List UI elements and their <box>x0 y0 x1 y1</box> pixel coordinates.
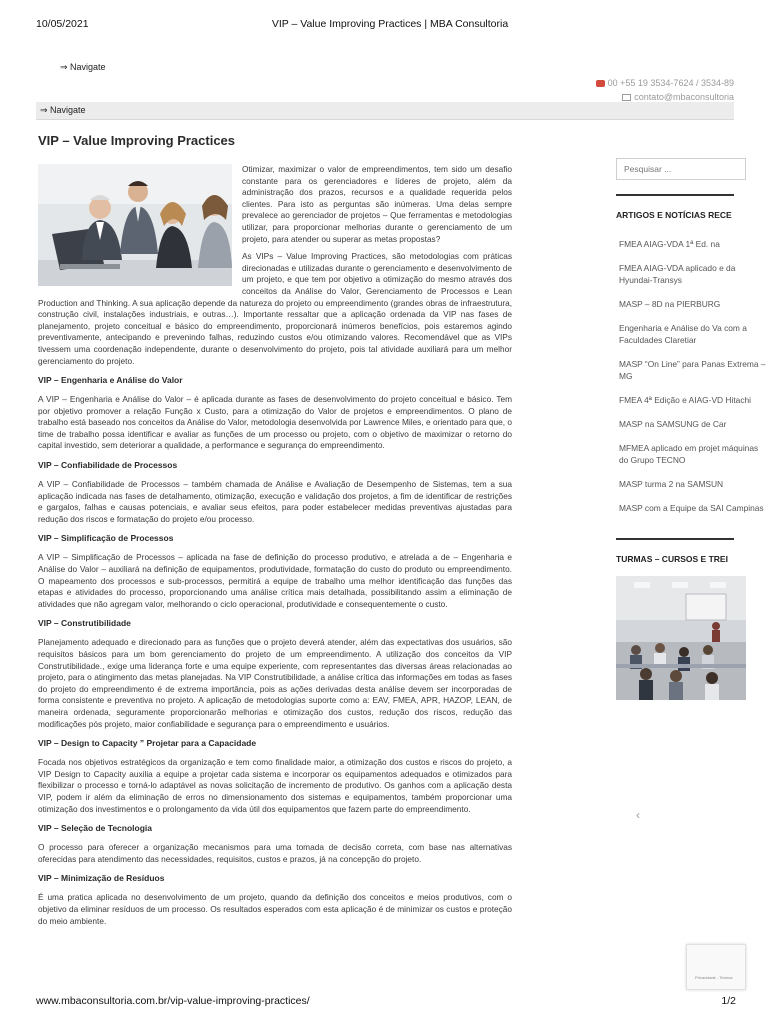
section-paragraph: A VIP – Simplificação de Processos – aplicada na fase de definição do processo produtivo, e atrelada a de – Engenharia e Análise do Valor – auxiliará na definição de equipamentos, produtividade, formatação do custo do produto ou empreendimento. O mapeamento dos processos e sub-processos, permitirá a equipe de trabalho uma melhor identificação das funções das etapas e atividades do processo, proporcionando uma análise crítica mais detalhada, possibilitando assim a eliminação de atividades que não agregam valor, melhorando o ciclo operacional, produtividade e consequentemente o custo. <box>38 552 512 609</box>
contact-info <box>596 76 734 104</box>
print-page-number: 1/2 <box>721 995 736 1007</box>
print-url: www.mbaconsultoria.com.br/vip-value-improving-practices/ <box>36 995 310 1007</box>
section-paragraph: Planejamento adequado e direcionado para as funções que o projeto deverá atender, além das expectativas dos usuários, são requisitos básicos para um bom gerenciamento do projeto de um empreendimento. A utilização dos conceitos da VIP Construtibilidade., exige uma liderança forte e uma equipe experiente, com representantes das diversas áreas relacionadas ao projeto, para o atingimento das metas planejadas. Na VIP Construtibilidade, a análise crítica das informações em todas as fases do projeto do empreendimento é de extrema importância, pois as ações derivadas desta análise devem ser incorporadas de forma consistente e preventiva no projeto. A aplicação de metodologias suporte como a: EAV, FMEA, APR, HAZOP, LEAN, de maneira ordenada, seguramente proporcionarão melhorias e otimização dos custos, redução dos riscos, redução das modificações pós projeto, maior confiabilidade e segurança para o empreendimento e usuários. <box>38 637 512 729</box>
article-link[interactable]: MASP – 8D na PIERBURG <box>619 299 721 309</box>
section-heading: VIP – Seleção de Tecnologia <box>38 823 153 834</box>
navigation-bar <box>36 102 734 120</box>
phone-icon <box>596 80 605 87</box>
section-paragraph: É uma pratica aplicada no desenvolvimento de um projeto, quando da definição dos conceitos e meios produtivos, com o objetivo da eliminar resíduos de um processo. Os resultados esperados com esta aplicação é de minimizar os custos e proteção do meio ambiente. <box>38 892 512 926</box>
section-heading: VIP – Simplificação de Processos <box>38 533 174 544</box>
articles-heading: ARTIGOS E NOTÍCIAS RECE <box>616 194 734 220</box>
search-input[interactable]: Pesquisar ... <box>616 158 746 180</box>
section-paragraph: Focada nos objetivos estratégicos da organização e tem como finalidade maior, a otimização dos custos e riscos do projeto, a VIP Design to Capacity auxilia a equipe a projetar cada sistema e incorporar os equipamentos adequados e otimizados para flexibilizar o processo e torná-lo adaptável as novas solicitação de incremento de produtivo. Os ganhos com a aplicação desta VIP, podem ir além da eliminação de erros no dimensionamento dos sistemas e equipamentos, também proporcionar uma otimização dos investimentos e o prolongamento da vida útil dos equipamentos que fazem parte do empreendimento. <box>38 757 512 814</box>
image-float-spacer <box>38 164 242 291</box>
article-body <box>38 164 512 933</box>
intro-paragraph-1: Otimizar, maximizar o valor de empreendimentos, tem sido um desafio constante para os gerenciadores e líderes de projeto, além da administração dos prazos, recursos e a qualidade requerida pelos clientes. Para isto as perguntas são inúmeras. Uma delas sempre prevalece ao gerenciador de projetos – Que ferramentas e metodologias utilizar, para proporcionar melhorias durante o gerenciamento de um projeto, para atender ou superar as metas propostas? <box>242 164 512 244</box>
section-heading: VIP – Minimização de Resíduos <box>38 873 165 884</box>
navigate-link-top[interactable]: ⇒ Navigate <box>60 62 106 72</box>
section-heading: VIP – Engenharia e Análise do Valor <box>38 375 183 386</box>
article-link[interactable]: MASP na SAMSUNG de Car <box>619 419 727 429</box>
turmas-heading: TURMAS – CURSOS E TREI <box>616 538 734 564</box>
intro-paragraph-2: As VIPs – Value Improving Practices, são metodologias com práticas direcionadas e utilizadas durante o gerenciamento e desenvolvimento de um projeto, e que tem por objetivo a otimização do mesmo através dos conceitos da Análise do Valor, Gerenciamento de Processos e Lean Production and Thinking. A sua aplicação depende da natureza do projeto ou empreendimento (grandes obras de infraestrutura, construção civil, instalações industriais, e outras…). Importante ressaltar que a aplicação ordenada da VIP nas fases de planejamento, projeto conceitual e básico do empreendimento, proporcionará inúmeros benefícios, pois estaremos agindo preventivamente, antecipando e prevenindo falhas, reduzindo custos e/ou otimizando valores. Recomendável que as VIPs tivessem uma coordenação independente, durante o desenvolvimento do projeto, pois tal atividade auxiliará para um melhor gerenciamento do projeto. <box>38 251 512 366</box>
section-heading: VIP – Confiabilidade de Processos <box>38 460 178 471</box>
article-link[interactable]: FMEA AIAG-VDA aplicado e da Hyundai-Transys <box>619 263 736 285</box>
section-paragraph: A VIP – Confiabilidade de Processos – também chamada de Análise e Avaliação de Desempenho de Sistemas, tem a sua aplicação indicada nas fases de detalhamento, otimização, execução e validação dos projetos, a fim de identificar de restrições e gargalos, falhas e causas potenciais, e avaliar seus efeitos, para poder estabelecer medidas preventivas ajustadas para redução dos riscos e formatação do projeto e/ou processo. <box>38 479 512 524</box>
classroom-photo[interactable] <box>616 576 746 700</box>
article-link[interactable]: FMEA 4ª Edição e AIAG-VD Hitachi <box>619 395 752 405</box>
sidebar <box>616 158 766 700</box>
email-address[interactable]: contato@mbaconsultoria <box>634 92 734 102</box>
article-link[interactable]: MFMEA aplicado em projet máquinas do Grupo TECNO <box>619 443 759 465</box>
print-title: VIP – Value Improving Practices | MBA Consultoria <box>271 18 509 30</box>
article-link[interactable]: MASP turma 2 na SAMSUN <box>619 479 724 489</box>
section-paragraph: A VIP – Engenharia e Análise do Valor – é aplicada durante as fases de desenvolvimento do projeto conceitual e básico. Tem por objetivo promover a relação Função x Custo, para a otimização do Valor de projetos e empreendimentos. O plano de trabalho está baseado nos conceitos da Análise do Valor, metodologia desenvolvida por Lawrence Miles, e orientado para que, o time de trabalho possa identificar e avaliar as funções de um processo ou projeto, com o objetivo de maximizar o retorno do capital investido, sem deteriorar a qualidade, a performance e segurança do empreendimento. <box>38 394 512 451</box>
recaptcha-text: Privacidade - Termos <box>695 975 733 980</box>
recaptcha-badge[interactable] <box>686 944 746 990</box>
article-link[interactable]: FMEA AIAG-VDA 1ª Ed. na <box>619 239 720 249</box>
page-title: VIP – Value Improving Practices <box>38 133 236 148</box>
section-heading: VIP – Design to Capacity ” Projetar para a Capacidade <box>38 738 257 749</box>
articles-list <box>616 232 766 520</box>
mail-icon <box>622 94 631 101</box>
article-link[interactable]: MASP “On Line” para Panas Extrema – MG <box>619 359 766 381</box>
section-paragraph: O processo para oferecer a organização mecanismos para uma tomada de decisão correta, com base nas alternativas oferecidas para atendimento das necessidades, requisitos, custos e prazos, já na concepção do projeto. <box>38 842 512 864</box>
phone-number: 00 +55 19 3534-7624 / 3534-89 <box>607 78 734 88</box>
section-heading: VIP – Construtibilidade <box>38 618 131 629</box>
print-date: 10/05/2021 <box>36 18 89 30</box>
navigate-link-bar[interactable]: ⇒ Navigate <box>40 105 86 115</box>
carousel-prev-arrow-icon[interactable]: ‹ <box>636 808 640 822</box>
article-link[interactable]: Engenharia e Análise do Va com a Faculdades Claretiar <box>619 323 747 345</box>
phone-line <box>596 76 734 90</box>
print-header <box>36 18 744 32</box>
article-link[interactable]: MASP com a Equipe da SAI Campinas <box>619 503 764 513</box>
